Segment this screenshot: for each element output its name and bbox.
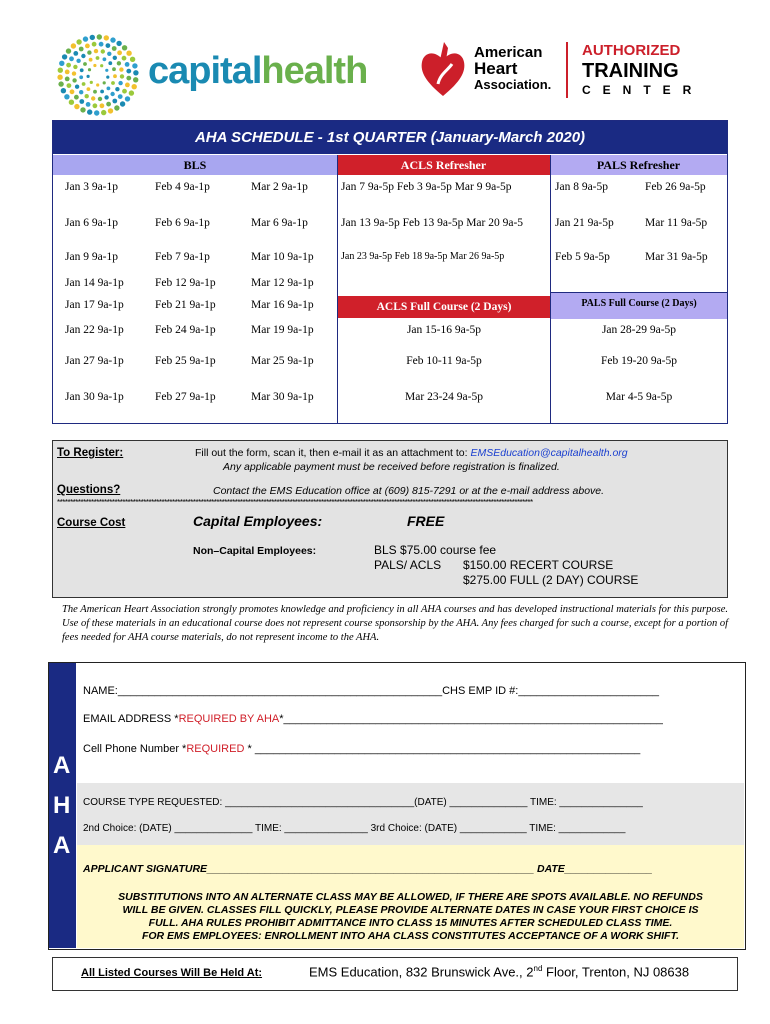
- notice-line4: FOR EMS EMPLOYEES: ENROLLMENT INTO AHA CLASS CONSTITUTES ACCEPTANCE OF A WORK SHIFT.: [141, 930, 680, 942]
- sunburst-dot: [87, 50, 91, 54]
- bls-session: Jan 17 9a-1p: [65, 299, 124, 311]
- sunburst-dot: [117, 61, 121, 65]
- sunburst-icon: [52, 30, 144, 120]
- sunburst-dot: [107, 87, 111, 91]
- sunburst-dot: [87, 109, 92, 114]
- aha-name: [474, 45, 551, 92]
- emp-id-label: CHS EMP ID #:: [442, 685, 519, 697]
- pals-full-session: Feb 19-20 9a-5p: [600, 355, 677, 367]
- brand-part2: health: [261, 50, 368, 92]
- sunburst-dot: [108, 61, 112, 65]
- sunburst-dot: [111, 81, 115, 85]
- sunburst-dot: [117, 50, 122, 55]
- sunburst-dot: [61, 88, 66, 93]
- sunburst-dot: [69, 56, 74, 61]
- bls-session: Mar 12 9a-1p: [251, 277, 314, 289]
- side-letter-a2: A: [53, 832, 71, 859]
- address-post: Floor, Trenton, NJ 08638: [542, 964, 690, 980]
- sunburst-dot: [90, 81, 93, 84]
- sunburst-dot: [104, 95, 108, 99]
- sunburst-dot: [83, 36, 88, 41]
- sunburst-dot: [133, 77, 138, 82]
- acls-refresher-session: Jan 23 9a-5p Feb 18 9a-5p Mar 26 9a-5p: [341, 251, 505, 262]
- sunburst-dot: [120, 74, 124, 78]
- substitution-notice: [77, 891, 744, 943]
- bls-session: Feb 27 9a-1p: [155, 391, 216, 403]
- pals-full-session: Jan 28-29 9a-5p: [601, 324, 677, 336]
- sunburst-dot: [82, 82, 86, 86]
- training-text: TRAINING: [582, 60, 679, 82]
- bls-session: Mar 2 9a-1p: [251, 181, 308, 193]
- capital-employees-label: Capital Employees:: [193, 513, 323, 529]
- sunburst-dot: [112, 67, 116, 71]
- questions-label: Questions?: [57, 484, 121, 496]
- cost-label: Course Cost: [57, 517, 126, 529]
- email-field[interactable]: ______________________________________________________________: [283, 713, 663, 725]
- sunburst-dot: [76, 39, 81, 44]
- email-link[interactable]: EMSEducation@capitalhealth.org: [470, 447, 628, 459]
- sunburst-dot: [105, 69, 108, 72]
- sunburst-dot: [107, 52, 111, 56]
- sunburst-dot: [73, 65, 77, 69]
- register-text: Fill out the form, scan it, then e-mail it as an attachment to:: [195, 447, 468, 459]
- aha-line1: American: [474, 44, 543, 61]
- sunburst-dot: [93, 103, 98, 108]
- address-sup: nd: [533, 964, 543, 973]
- sunburst-dot: [66, 63, 71, 68]
- sunburst-dot: [64, 94, 69, 99]
- sunburst-dot: [65, 77, 70, 82]
- address-pre: EMS Education, 832 Brunswick Ave., 2: [309, 964, 534, 980]
- sunburst-dot: [110, 92, 114, 96]
- brand-part1: capital: [148, 50, 262, 92]
- side-letter-h: H: [53, 792, 71, 819]
- acls-full-session: Mar 23-24 9a-5p: [405, 391, 483, 403]
- divider-acls-pals: [550, 155, 551, 423]
- acls-full-session: Feb 10-11 9a-5p: [406, 355, 482, 367]
- sunburst-dot: [112, 46, 117, 51]
- sunburst-dot: [80, 68, 84, 72]
- sunburst-dot: [132, 63, 137, 68]
- sunburst-dot: [101, 110, 106, 115]
- sunburst-dot: [106, 102, 111, 107]
- sunburst-dot: [108, 108, 113, 113]
- phone-asterisk: *: [244, 743, 255, 755]
- questions-text: Contact the EMS Education office at (609) 815-7291 or at the e-mail address above.: [213, 485, 605, 497]
- pals-refresher-session: Feb 5 9a-5p: [555, 251, 610, 263]
- sunburst-dot: [59, 61, 64, 66]
- sunburst-dot: [122, 56, 127, 61]
- sunburst-dot: [87, 87, 91, 91]
- pals-refresher-session: Mar 11 9a-5p: [645, 217, 708, 229]
- acls-refresher-header: ACLS Refresher: [337, 155, 550, 175]
- bls-session: Feb 6 9a-1p: [155, 217, 210, 229]
- sunburst-dot: [101, 49, 105, 53]
- sunburst-dot: [100, 64, 103, 67]
- sunburst-dot: [97, 34, 102, 39]
- acls-refresher-session: Jan 13 9a-5p Feb 13 9a-5p Mar 20 9a-5: [341, 217, 524, 229]
- notice-line1: SUBSTITUTIONS INTO AN ALTERNATE CLASS MAY BE ALLOWED, IF THERE ARE SPOTS AVAILABLE. NO REFUNDS: [118, 891, 703, 903]
- sunburst-dot: [88, 68, 91, 71]
- divider-bls-acls: [337, 155, 338, 423]
- sunburst-dot: [89, 58, 93, 62]
- pals-acls-label: PALS/ ACLS: [374, 558, 442, 572]
- sunburst-dot: [118, 94, 123, 99]
- authorized-text: AUTHORIZED: [582, 42, 681, 59]
- course-type-field[interactable]: COURSE TYPE REQUESTED: __________________________________(DATE) ______________ TIME: _______________: [83, 797, 643, 808]
- bls-header: BLS: [53, 155, 337, 175]
- sunburst-dot: [74, 95, 79, 100]
- star-divider: **************************************************************************************************************************************************************************************: [57, 499, 533, 507]
- sunburst-dot: [122, 89, 127, 94]
- sunburst-dot: [87, 75, 90, 78]
- sunburst-dot: [90, 35, 95, 40]
- sunburst-dot: [126, 69, 131, 74]
- sunburst-dot: [113, 56, 117, 60]
- signature-field[interactable]: APPLICANT SIGNATURE________________________________________________________ DATE_______________: [83, 863, 653, 875]
- sunburst-dot: [119, 67, 123, 71]
- sunburst-dot: [132, 84, 137, 89]
- disclaimer-text: The American Heart Association strongly promotes knowledge and proficiency in all AHA courses and has developed instructional materials for this purpose. Use of these materials in an educational course does not represent course sponsorship by the AHA. Any fees charged for such a course, except for a portion of fees needed for AHA course materials, do not represent income to the AHA.: [62, 604, 728, 643]
- phone-field[interactable]: _______________________________________________________________: [254, 743, 641, 755]
- sunburst-dot: [93, 90, 97, 94]
- sunburst-dot: [62, 54, 67, 59]
- sunburst-dot: [72, 71, 76, 75]
- bls-session: Mar 25 9a-1p: [251, 355, 314, 367]
- phone-label: Cell Phone Number *: [83, 743, 187, 755]
- bls-session: Mar 30 9a-1p: [251, 391, 314, 403]
- location-address: [309, 964, 689, 979]
- sunburst-dot: [70, 89, 75, 94]
- sunburst-dot: [98, 97, 102, 101]
- sunburst-dot: [133, 70, 138, 75]
- non-capital-label: Non–Capital Employees:: [193, 545, 317, 557]
- bls-session: Jan 9 9a-1p: [65, 251, 119, 263]
- sunburst-dot: [106, 43, 111, 48]
- sunburst-dot: [125, 62, 130, 67]
- schedule-table: [52, 120, 728, 424]
- sunburst-dot: [113, 74, 117, 78]
- sunburst-dot: [116, 41, 121, 46]
- sunburst-dot: [118, 81, 122, 85]
- sunburst-dot: [126, 51, 131, 56]
- registration-form: [48, 662, 746, 950]
- sunburst-dot: [110, 37, 115, 42]
- sunburst-dot: [93, 64, 96, 67]
- sunburst-dot: [66, 48, 71, 53]
- sunburst-dot: [81, 54, 85, 58]
- sunburst-dot: [115, 87, 119, 91]
- bls-fee: BLS $75.00 course fee: [374, 543, 497, 557]
- aha-line3: Association.: [474, 77, 552, 92]
- sunburst-dot: [65, 70, 70, 75]
- sunburst-dot: [80, 107, 85, 112]
- bls-session: Mar 19 9a-1p: [251, 324, 314, 336]
- sunburst-dot: [103, 57, 107, 61]
- sunburst-dot: [67, 83, 72, 88]
- sunburst-dot: [79, 47, 84, 52]
- sunburst-dot: [75, 85, 79, 89]
- sunburst-dot: [85, 94, 89, 98]
- sunburst-dot: [76, 59, 80, 63]
- location-label: All Listed Courses Will Be Held At:: [81, 967, 263, 979]
- sunburst-dot: [120, 101, 125, 106]
- sunburst-dot: [99, 42, 104, 47]
- sunburst-dot: [114, 105, 119, 110]
- sunburst-dot: [129, 90, 134, 95]
- pals-refresher-session: Feb 26 9a-5p: [645, 181, 706, 193]
- sunburst-dot: [79, 99, 84, 104]
- logo-divider: [566, 42, 568, 98]
- sunburst-dot: [122, 45, 127, 50]
- location-box: [52, 957, 738, 991]
- sunburst-dot: [74, 104, 79, 109]
- sunburst-dot: [79, 90, 83, 94]
- pals-refresher-session: Jan 21 9a-5p: [555, 217, 614, 229]
- free-price: FREE: [407, 513, 445, 529]
- brand-name: [148, 50, 367, 93]
- notice-line3: FULL. AHA RULES PROHIBIT ADMITTANCE INTO CLASS 15 MINUTES AFTER SCHEDULED CLASS TIME.: [148, 917, 673, 929]
- side-letter-a1: A: [53, 752, 71, 779]
- sunburst-dot: [125, 96, 130, 101]
- capital-health-logo: [52, 30, 368, 120]
- aha-training-center-logo: [418, 40, 704, 100]
- course-request-band: [77, 783, 744, 845]
- sunburst-dot: [112, 99, 117, 104]
- recert-fee: $150.00 RECERT COURSE: [463, 558, 614, 572]
- bls-session: Jan 3 9a-1p: [65, 181, 119, 193]
- bls-session: Mar 6 9a-1p: [251, 217, 308, 229]
- notice-line2: WILL BE GIVEN. CLASSES FILL QUICKLY, PLEASE PROVIDE ALTERNATE DATES IN CASE YOUR FIRST CHOICE IS: [122, 904, 699, 916]
- registration-info: [52, 440, 728, 598]
- center-text: CENTER: [582, 83, 704, 97]
- pals-full-session: Mar 4-5 9a-5p: [605, 391, 673, 403]
- email-required: REQUIRED BY AHA: [178, 713, 280, 725]
- sunburst-dot: [96, 56, 100, 60]
- bls-session: Mar 16 9a-1p: [251, 299, 314, 311]
- name-field[interactable]: _____________________________________________________: [117, 685, 443, 697]
- sunburst-dot: [85, 44, 90, 49]
- bls-session: Jan 6 9a-1p: [65, 217, 119, 229]
- sunburst-dot: [100, 90, 104, 94]
- sunburst-dot: [104, 35, 109, 40]
- sunburst-dot: [79, 75, 83, 79]
- pals-refresher-session: Jan 8 9a-5p: [555, 181, 609, 193]
- sunburst-dot: [94, 110, 99, 115]
- acls-full-session: Jan 15-16 9a-5p: [406, 324, 482, 336]
- acls-full-header: ACLS Full Course (2 Days): [338, 296, 550, 318]
- sunburst-dot: [69, 100, 74, 105]
- phone-required: REQUIRED: [186, 743, 245, 755]
- pals-refresher-header: PALS Refresher: [550, 155, 727, 175]
- sunburst-dot: [126, 76, 131, 81]
- pals-refresher-session: Mar 31 9a-5p: [645, 251, 708, 263]
- sunburst-dot: [100, 103, 105, 108]
- aha-side-bar: [49, 663, 76, 948]
- bls-session: Feb 25 9a-1p: [155, 355, 216, 367]
- bls-session: Jan 30 9a-1p: [65, 391, 124, 403]
- sunburst-dot: [58, 68, 63, 73]
- schedule-title: AHA SCHEDULE - 1st QUARTER (January-March 2020): [53, 121, 727, 154]
- sunburst-dot: [103, 81, 106, 84]
- sunburst-dot: [91, 96, 95, 100]
- email-label: EMAIL ADDRESS *: [83, 713, 179, 725]
- sunburst-dot: [57, 75, 62, 80]
- sunburst-dot: [83, 62, 87, 66]
- acls-refresher-session: Jan 7 9a-5p Feb 3 9a-5p Mar 9 9a-5p: [341, 181, 512, 193]
- sunburst-dot: [58, 81, 63, 86]
- sunburst-dot: [86, 102, 91, 107]
- bls-session: Jan 22 9a-1p: [65, 324, 124, 336]
- bls-session: Jan 27 9a-1p: [65, 355, 124, 367]
- full-fee: $275.00 FULL (2 DAY) COURSE: [463, 573, 639, 587]
- aha-line2: Heart: [474, 59, 518, 78]
- emp-id-field[interactable]: _______________________: [518, 685, 660, 697]
- bls-session: Feb 24 9a-1p: [155, 324, 216, 336]
- bls-session: Feb 4 9a-1p: [155, 181, 210, 193]
- pals-full-header: PALS Full Course (2 Days): [551, 293, 727, 319]
- name-label: NAME:: [83, 685, 118, 697]
- sunburst-dot: [130, 57, 135, 62]
- sunburst-dot: [72, 78, 76, 82]
- bls-session: Mar 10 9a-1p: [251, 251, 314, 263]
- bls-session: Jan 14 9a-1p: [65, 277, 124, 289]
- sunburst-dot: [106, 76, 109, 79]
- bls-session: Feb 12 9a-1p: [155, 277, 216, 289]
- email-asterisk: *: [279, 713, 284, 725]
- bls-session: Feb 21 9a-1p: [155, 299, 216, 311]
- sunburst-dot: [125, 83, 130, 88]
- sunburst-dot: [96, 83, 99, 86]
- heart-torch-icon: [418, 40, 468, 100]
- payment-text: Any applicable payment must be received before registration is finalized.: [223, 461, 560, 473]
- alternate-choice-field[interactable]: 2nd Choice: (DATE) ______________ TIME: _______________ 3rd Choice: (DATE) ____________ TIME: ____________: [83, 823, 626, 834]
- register-label: To Register:: [57, 447, 124, 459]
- sunburst-dot: [94, 49, 98, 53]
- sunburst-dot: [71, 43, 76, 48]
- sunburst-dot: [73, 51, 78, 56]
- sunburst-dot: [92, 42, 97, 47]
- bls-session: Feb 7 9a-1p: [155, 251, 210, 263]
